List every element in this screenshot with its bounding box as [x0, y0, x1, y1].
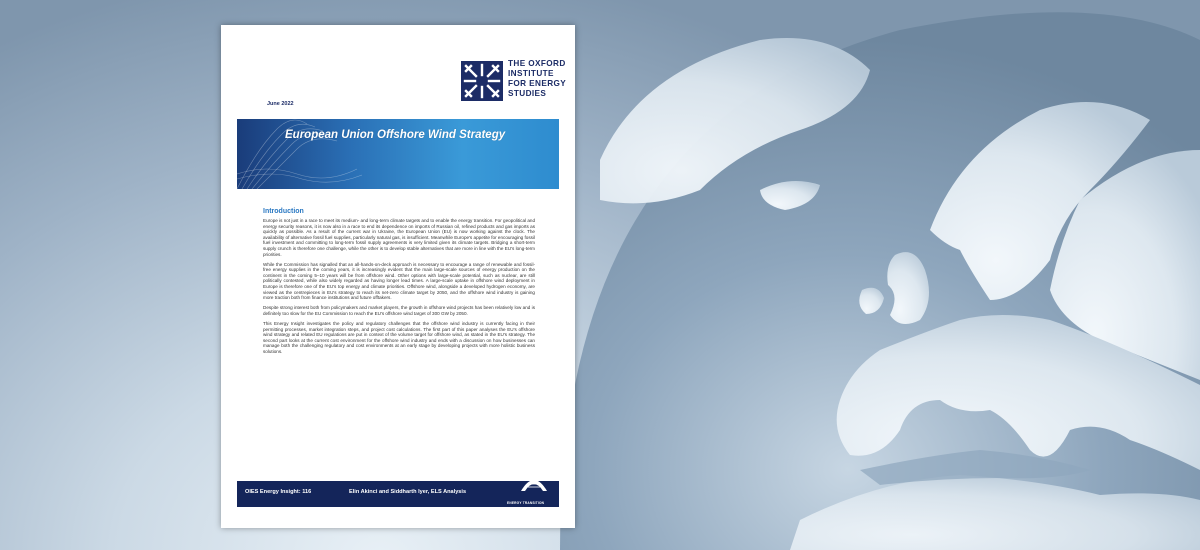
oies-logo-icon: [461, 61, 503, 101]
organization-name: THE OXFORD INSTITUTE FOR ENERGY STUDIES: [508, 59, 567, 98]
report-title: European Union Offshore Wind Strategy: [285, 129, 506, 141]
paragraph: Despite strong interest both from policymakers and market players, the growth in offshore wind projects has been relatively low and is definitely too slow for the EU Commission to reach the EU's offshore wind target of 300 GW by 2050.: [263, 305, 535, 316]
paragraph: While the Commission has signalled that an all-hands-on-deck approach is necessary to encourage a range of renewable and fossil-free energy supplies in the coming years, it is increasingly evident that the main large-scale sources of energy production on the continent in the coming 5–10 years will be from offshore wind. Other options with large-scale potential, such as nuclear, are still politically contested, while also widely regarded as having longer lead times. A large-scale uptake in offshore wind deployment in Europe is therefore one of the EU's top energy and climate priorities. Offshore wind, alongside a developed hydrogen economy, are viewed as the centrepieces in EU's strategy to reach its net-zero climate target by 2050, and the offshore wind industry is gaining more traction both from finance institutions and future offtakers.: [263, 261, 535, 301]
oies-logo: [461, 61, 503, 101]
introduction-body: [263, 218, 535, 359]
badge-label: ENERGY TRANSITION: [507, 501, 545, 505]
paragraph: Europe is not just in a race to meet its medium- and long-term climate targets and to enable the energy transition. For geopolitical and energy security reasons, it is now also in a race to end its dependence on imports of Russian oil, refined products and gas imports as quickly as possible. As a result of the current war in Ukraine, the European Union (EU) is now working against the clock. The availability of alternative fossil fuel supplies, particularly natural gas, is insufficient. Meanwhile Europe's appetite for encouraging fossil fuel investment and committing to long-term fossil supply agreements is very limited given its climate targets. Bridging a short-term supply crunch is therefore one challenge, while the other is to develop stable alternatives that are more in line with the EU's long-term priorities.: [263, 218, 535, 257]
publication-date: June 2022: [267, 101, 294, 107]
authors-label: Elin Akinci and Siddharth Iyer, ELS Analysis: [349, 489, 467, 495]
title-banner: [237, 119, 559, 189]
report-cover-page: [221, 25, 575, 528]
paragraph: This Energy Insight investigates the policy and regulatory challenges that the offshore wind industry is currently facing in their permitting processes, market integration steps, and project cost calculations. The first part of this paper analyses the EU's offshore wind strategy and related EU regulations are put in context of the volume target for offshore wind, as stated in the EU's strategy. The second part looks at the current cost environment for the offshore wind industry and ends with a discussion on how businesses can manage both the challenging regulatory and cost environments at an early stage by developing projects with more holistic business solutions.: [263, 321, 535, 354]
energy-transition-icon: [519, 473, 549, 491]
section-heading: Introduction: [263, 208, 304, 215]
series-label: OIES Energy Insight: 116: [245, 489, 312, 495]
